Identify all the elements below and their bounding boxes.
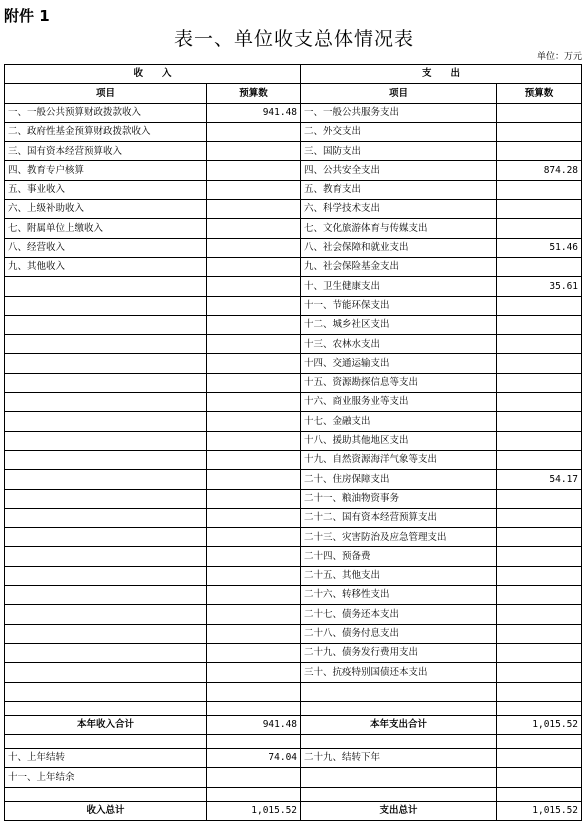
table-row (5, 200, 582, 219)
expense-budget-header: 预算数 (497, 84, 582, 103)
income-item-header: 项目 (5, 84, 207, 103)
income-item (5, 412, 207, 431)
expense-value (497, 586, 582, 605)
expense-value (497, 257, 582, 276)
expense-item: 十一、节能环保支出 (301, 296, 497, 315)
expense-value (497, 200, 582, 219)
income-value (207, 528, 301, 547)
income-value (207, 354, 301, 373)
income-item (5, 528, 207, 547)
table-row (5, 431, 582, 450)
attachment-label: 附件 1 (4, 7, 50, 25)
expense-item: 三十、抗疫特别国债还本支出 (301, 663, 497, 682)
carry-income-value (207, 768, 301, 787)
budget-table (4, 64, 582, 821)
income-value (207, 219, 301, 238)
expense-item: 二十七、债务还本支出 (301, 605, 497, 624)
income-item (5, 393, 207, 412)
expense-grand-total-value: 1,015.52 (497, 801, 582, 820)
income-value (207, 257, 301, 276)
income-item (5, 354, 207, 373)
income-item: 六、上级补助收入 (5, 200, 207, 219)
income-item: 一、一般公共预算财政拨款收入 (5, 103, 207, 122)
expense-section-header: 支 出 (301, 65, 582, 84)
spacer-row (5, 787, 582, 801)
table-row (5, 393, 582, 412)
table-row (5, 643, 582, 662)
income-item: 九、其他收入 (5, 257, 207, 276)
expense-value (497, 103, 582, 122)
table-row (5, 161, 582, 180)
table-row (5, 373, 582, 392)
unit-label: 单位：万元 (536, 52, 582, 62)
expense-item: 一、一般公共服务支出 (301, 103, 497, 122)
income-value (207, 624, 301, 643)
expense-value (497, 528, 582, 547)
income-grand-total-label: 收入总计 (5, 801, 207, 820)
expense-item: 二十三、灾害防治及应急管理支出 (301, 528, 497, 547)
expense-grand-total-label: 支出总计 (301, 801, 497, 820)
expense-item: 二十六、转移性支出 (301, 586, 497, 605)
expense-item: 二十九、债务发行费用支出 (301, 643, 497, 662)
table-row (5, 682, 582, 701)
expense-item: 十八、援助其他地区支出 (301, 431, 497, 450)
expense-value (497, 219, 582, 238)
income-value (207, 431, 301, 450)
income-value (207, 277, 301, 296)
income-item (5, 489, 207, 508)
table-row (5, 315, 582, 334)
income-item (5, 315, 207, 334)
income-year-total-value: 941.48 (207, 715, 301, 734)
income-year-total-label: 本年收入合计 (5, 715, 207, 734)
carry-income-label: 十、上年结转 (5, 749, 207, 768)
expense-value (497, 566, 582, 585)
expense-value (497, 354, 582, 373)
table-row (5, 547, 582, 566)
table-row (5, 257, 582, 276)
income-item (5, 373, 207, 392)
expense-item: 十七、金融支出 (301, 412, 497, 431)
income-value (207, 586, 301, 605)
income-item: 八、经营收入 (5, 238, 207, 257)
expense-item: 十四、交通运输支出 (301, 354, 497, 373)
table-row (5, 219, 582, 238)
expense-value (497, 682, 582, 701)
income-item: 四、教育专户核算 (5, 161, 207, 180)
expense-year-total-value: 1,015.52 (497, 715, 582, 734)
expense-item: 五、教育支出 (301, 180, 497, 199)
spacer-row (5, 735, 582, 749)
income-value (207, 412, 301, 431)
table-row (5, 335, 582, 354)
table-row (5, 663, 582, 682)
expense-value: 54.17 (497, 470, 582, 489)
table-row (5, 566, 582, 585)
income-value (207, 296, 301, 315)
income-item (5, 566, 207, 585)
expense-item: 二十二、国有资本经营预算支出 (301, 508, 497, 527)
spacer-row (5, 701, 582, 715)
income-value (207, 508, 301, 527)
income-value (207, 605, 301, 624)
income-value (207, 470, 301, 489)
expense-item: 十九、自然资源海洋气象等支出 (301, 450, 497, 469)
expense-item: 二十、住房保障支出 (301, 470, 497, 489)
table-row (5, 142, 582, 161)
expense-item: 二、外交支出 (301, 122, 497, 141)
carry-expense-value (497, 749, 582, 768)
income-value (207, 315, 301, 334)
expense-item: 二十四、预备费 (301, 547, 497, 566)
expense-item: 七、文化旅游体育与传媒支出 (301, 219, 497, 238)
table-row (5, 354, 582, 373)
table-row (5, 103, 582, 122)
income-value (207, 122, 301, 141)
income-item (5, 335, 207, 354)
expense-item: 十三、农林水支出 (301, 335, 497, 354)
expense-value (497, 605, 582, 624)
expense-value (497, 180, 582, 199)
table-row (5, 605, 582, 624)
income-value (207, 200, 301, 219)
expense-value: 874.28 (497, 161, 582, 180)
table-row (5, 528, 582, 547)
income-value (207, 682, 301, 701)
income-item (5, 605, 207, 624)
expense-item: 十五、资源勘探信息等支出 (301, 373, 497, 392)
expense-year-total-label: 本年支出合计 (301, 715, 497, 734)
table-row (5, 624, 582, 643)
income-section-header: 收 入 (5, 65, 301, 84)
income-item: 三、国有资本经营预算收入 (5, 142, 207, 161)
table-row (5, 238, 582, 257)
carry-income-value: 74.04 (207, 749, 301, 768)
expense-item: 十六、商业服务业等支出 (301, 393, 497, 412)
expense-value (497, 393, 582, 412)
income-budget-header: 预算数 (207, 84, 301, 103)
expense-value (497, 508, 582, 527)
expense-value (497, 624, 582, 643)
table-row (5, 450, 582, 469)
table-row (5, 122, 582, 141)
expense-value (497, 335, 582, 354)
expense-value (497, 412, 582, 431)
table-row (5, 277, 582, 296)
income-item (5, 450, 207, 469)
grand-total-row (5, 801, 582, 820)
expense-value (497, 489, 582, 508)
income-item (5, 624, 207, 643)
carry-expense-label: 二十九、结转下年 (301, 749, 497, 768)
expense-value (497, 122, 582, 141)
table-row (5, 508, 582, 527)
income-item (5, 277, 207, 296)
income-item (5, 547, 207, 566)
expense-value: 51.46 (497, 238, 582, 257)
expense-item: 十、卫生健康支出 (301, 277, 497, 296)
expense-value (497, 643, 582, 662)
expense-item: 九、社会保险基金支出 (301, 257, 497, 276)
carry-expense-value (497, 768, 582, 787)
expense-item-header: 项目 (301, 84, 497, 103)
income-value (207, 450, 301, 469)
expense-value (497, 431, 582, 450)
carry-income-label: 十一、上年结余 (5, 768, 207, 787)
table-row (5, 180, 582, 199)
expense-value (497, 296, 582, 315)
expense-item: 四、公共安全支出 (301, 161, 497, 180)
income-value (207, 238, 301, 257)
expense-item: 二十八、债务付息支出 (301, 624, 497, 643)
income-item (5, 470, 207, 489)
expense-value (497, 450, 582, 469)
page-title: 表一、单位收支总体情况表 (173, 28, 414, 50)
income-item (5, 643, 207, 662)
income-item (5, 508, 207, 527)
income-item: 五、事业收入 (5, 180, 207, 199)
table-row (5, 470, 582, 489)
expense-value: 35.61 (497, 277, 582, 296)
carry-row (5, 768, 582, 787)
income-item (5, 296, 207, 315)
carry-row (5, 749, 582, 768)
income-item (5, 586, 207, 605)
income-value (207, 643, 301, 662)
income-item (5, 682, 207, 701)
income-item (5, 431, 207, 450)
expense-value (497, 373, 582, 392)
income-value (207, 393, 301, 412)
income-value (207, 566, 301, 585)
income-value (207, 547, 301, 566)
income-value (207, 161, 301, 180)
expense-item: 八、社会保障和就业支出 (301, 238, 497, 257)
column-header-row (5, 84, 582, 103)
income-value (207, 180, 301, 199)
income-value (207, 489, 301, 508)
expense-value (497, 663, 582, 682)
expense-value (497, 547, 582, 566)
table-row (5, 412, 582, 431)
income-value (207, 335, 301, 354)
expense-item: 十二、城乡社区支出 (301, 315, 497, 334)
table-row (5, 489, 582, 508)
carry-expense-label (301, 768, 497, 787)
table-row (5, 586, 582, 605)
table-row (5, 296, 582, 315)
income-value (207, 663, 301, 682)
expense-item: 三、国防支出 (301, 142, 497, 161)
expense-value (497, 315, 582, 334)
income-value (207, 373, 301, 392)
expense-item: 二十一、粮油物资事务 (301, 489, 497, 508)
expense-value (497, 142, 582, 161)
year-total-row (5, 715, 582, 734)
expense-item: 二十五、其他支出 (301, 566, 497, 585)
income-value: 941.48 (207, 103, 301, 122)
income-value (207, 142, 301, 161)
income-item: 七、附属单位上缴收入 (5, 219, 207, 238)
section-header-row (5, 65, 582, 84)
income-grand-total-value: 1,015.52 (207, 801, 301, 820)
income-item (5, 663, 207, 682)
expense-item: 六、科学技术支出 (301, 200, 497, 219)
income-item: 二、政府性基金预算财政拨款收入 (5, 122, 207, 141)
expense-item (301, 682, 497, 701)
